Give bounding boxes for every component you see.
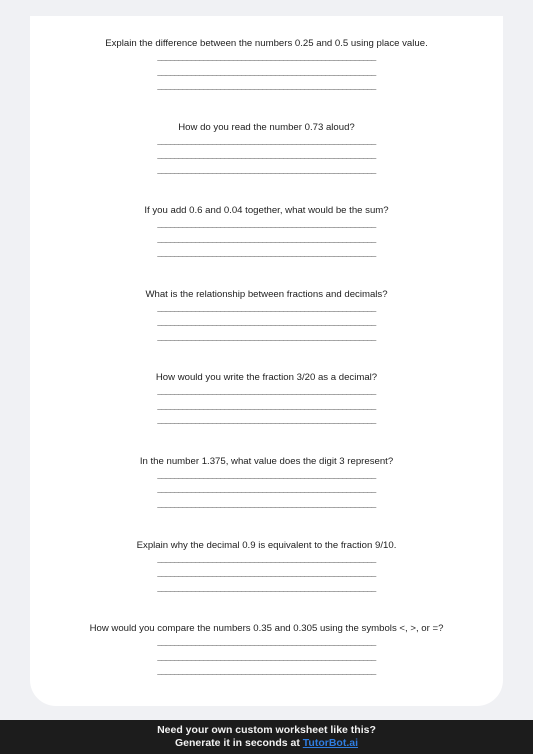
answer-line: ____________________________________________________ (157, 486, 376, 496)
answer-line: ____________________________________________________ (157, 333, 376, 343)
answer-line: ____________________________________________________ (157, 584, 376, 594)
answer-line: ____________________________________________________ (157, 221, 376, 231)
answer-line: ____________________________________________________ (157, 250, 376, 260)
question-text: How would you compare the numbers 0.35 and 0.305 using the symbols <, >, or =? (89, 623, 444, 635)
promo-headline: Need your own custom worksheet like this? (157, 724, 376, 736)
answer-line: ____________________________________________________ (157, 471, 376, 481)
answer-line: ____________________________________________________ (157, 639, 376, 649)
question-item (30, 120, 503, 204)
question-item (30, 287, 503, 371)
worksheet-page (30, 16, 503, 706)
answer-line: ____________________________________________________ (157, 54, 376, 63)
promo-footer (0, 720, 533, 754)
question-text: What is the relationship between fractions and decimals? (145, 288, 388, 300)
question-text: If you add 0.6 and 0.04 together, what would be the sum? (144, 205, 389, 217)
question-item (30, 538, 503, 622)
answer-line: ____________________________________________________ (157, 570, 376, 580)
question-text: Explain why the decimal 0.9 is equivalent to the fraction 9/10. (136, 539, 397, 551)
promo-subline (0, 737, 533, 750)
answer-line: ____________________________________________________ (157, 235, 376, 245)
question-item (30, 621, 503, 705)
question-item (30, 36, 503, 120)
answer-line: ____________________________________________________ (157, 388, 376, 398)
question-text: How would you write the fraction 3/20 as a decimal? (155, 372, 378, 384)
answer-line: ____________________________________________________ (157, 304, 376, 314)
answer-line: ____________________________________________________ (157, 68, 376, 78)
answer-line: ____________________________________________________ (157, 152, 376, 162)
question-item (30, 454, 503, 538)
answer-line: ____________________________________________________ (157, 417, 376, 427)
question-text: How do you read the number 0.73 aloud? (178, 121, 355, 133)
answer-line: ____________________________________________________ (157, 500, 376, 510)
answer-line: ____________________________________________________ (157, 668, 376, 678)
question-text: Explain the difference between the numbers 0.25 and 0.5 using place value. (105, 38, 428, 49)
answer-line: ____________________________________________________ (157, 83, 376, 92)
answer-line: ____________________________________________________ (157, 402, 376, 412)
answer-line: ____________________________________________________ (157, 653, 376, 663)
answer-line: ____________________________________________________ (157, 137, 376, 147)
question-item (30, 370, 503, 454)
answer-line: ____________________________________________________ (157, 319, 376, 329)
tutorbot-link[interactable]: TutorBot.ai (302, 737, 358, 749)
question-text: In the number 1.375, what value does the digit 3 represent? (139, 455, 394, 467)
question-item (30, 203, 503, 287)
answer-line: ____________________________________________________ (157, 555, 376, 565)
question-list (30, 36, 503, 705)
answer-line: ____________________________________________________ (157, 166, 376, 176)
promo-subline-text: Generate it in seconds at (174, 737, 303, 749)
